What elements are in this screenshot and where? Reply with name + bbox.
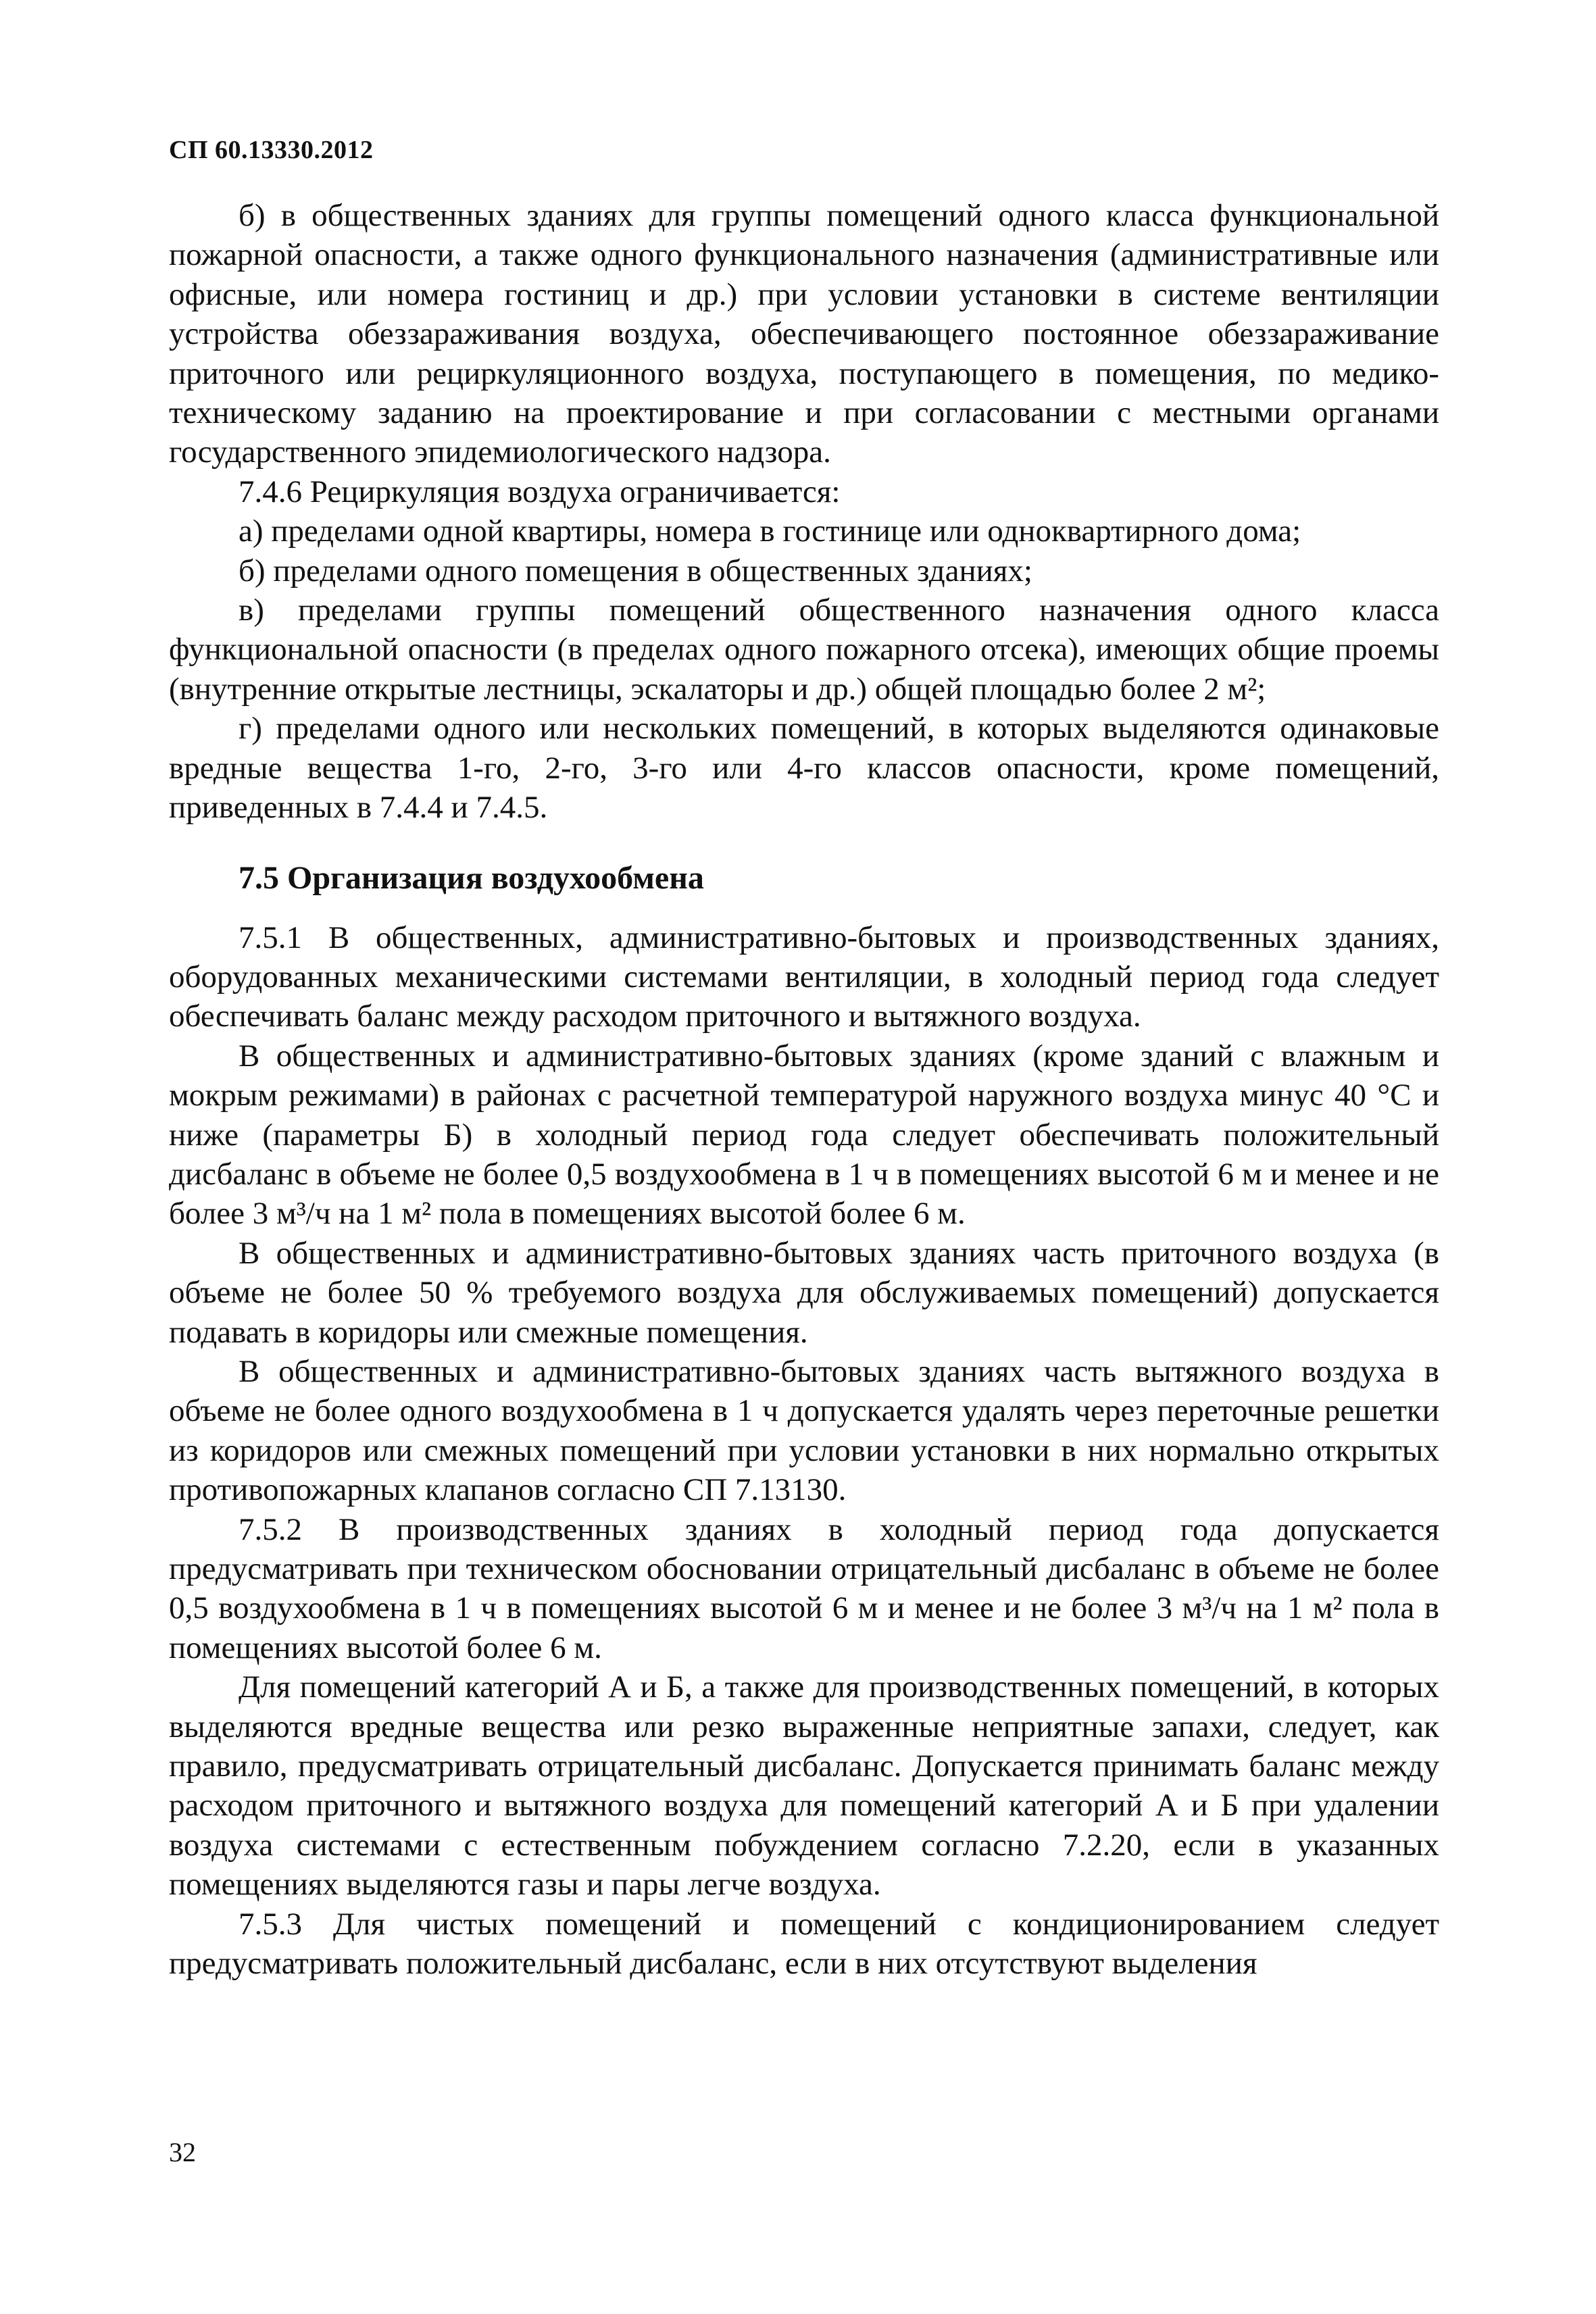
section-heading-7-5: 7.5 Организация воздухообмена [239,859,704,896]
paragraph-7-5-1-d: В общественных и административно-бытовых зданиях часть вытяжного воздуха в объеме не более одного воздухообмена в 1 ч допускается удалять через переточные решетки из коридоров или смежных помещений при условии установки в них нормально открытых противопожарных клапанов согласно СП 7.13130. [169,1353,1439,1508]
page-number: 32 [169,2137,196,2167]
paragraph-7-5-2: 7.5.2 В производственных зданиях в холодный период года допускается предусматривать при техническом обосновании отрицательный дисбаланс в объеме не более 0,5 воздухообмена в 1 ч в помещениях высотой 6 м и менее и не более 3 м³/ч на 1 м² пола в помещениях высотой более 6 м. [169,1511,1439,1665]
paragraph-7-4-6-a: а) пределами одной квартиры, номера в гостинице или одноквартирного дома; [239,513,1301,549]
document-code-header: СП 60.13330.2012 [169,136,374,164]
paragraph-7-5-1-b: В общественных и административно-бытовых зданиях (кроме зданий с влажным и мокрым режимами) в районах с расчетной температурой наружного воздуха минус 40 °С и ниже (параметры Б) в холодный период года следует обеспечивать положительный дисбаланс в объеме не более 0,5 воздухообмена в 1 ч в помещениях высотой 6 м и менее и не более 3 м³/ч на 1 м² пола в помещениях высотой более 6 м. [169,1038,1439,1232]
paragraph-7-4-6-b: б) пределами одного помещения в общественных зданиях; [239,553,1032,588]
paragraph-7-4-6: 7.4.6 Рециркуляция воздуха ограничивается: [239,474,841,509]
paragraph-7-5-1-c: В общественных и административно-бытовых зданиях часть приточного воздуха (в объеме не более 50 % требуемого воздуха для обслуживаемых помещений) допускается подавать в коридоры или смежные помещения. [169,1235,1439,1350]
document-body [169,196,1439,1983]
paragraph-7-5-1: 7.5.1 В общественных, административно-бытовых и производственных зданиях, оборудованных механическими системами вентиляции, в холодный период года следует обеспечивать баланс между расходом приточного и вытяжного воздуха. [169,920,1439,1034]
paragraph-7-4-6-v: в) пределами группы помещений общественного назначения одного класса функциональной опасности (в пределах одного пожарного отсека), имеющих общие проемы (внутренние открытые лестницы, эскалаторы и др.) общей площадью более 2 м²; [169,593,1439,707]
paragraph-7-4-6-g: г) пределами одного или нескольких помещений, в которых выделяются одинаковые вредные вещества 1-го, 2-го, 3-го или 4-го классов опасности, кроме помещений, приведенных в 7.4.4 и 7.4.5. [169,711,1439,826]
paragraph-7-4-5-b: б) в общественных зданиях для группы помещений одного класса функциональной пожарной опасности, а также одного функционального назначения (административные или офисные, или номера гостиниц и др.) при условии установки в системе вентиляции устройства обеззараживания воздуха, обеспечивающего постоянное обеззараживание приточного или рециркуляционного воздуха, поступающего в помещения, по медико-техническому заданию на проектирование и при согласовании с местными органами государственного эпидемиологического надзора. [169,198,1439,470]
paragraph-7-5-3: 7.5.3 Для чистых помещений и помещений с кондиционированием следует предусматривать положительный дисбаланс, если в них отсутствуют выделения [169,1906,1439,1982]
paragraph-7-5-2-b: Для помещений категорий А и Б, а также для производственных помещений, в которых выделяются вредные вещества или резко выраженные неприятные запахи, следует, как правило, предусматривать отрицательный дисбаланс. Допускается принимать баланс между расходом приточного и вытяжного воздуха для помещений категорий А и Б при удалении воздуха системами с естественным побуждением согласно 7.2.20, если в указанных помещениях выделяются газы и пары легче воздуха. [169,1669,1439,1903]
